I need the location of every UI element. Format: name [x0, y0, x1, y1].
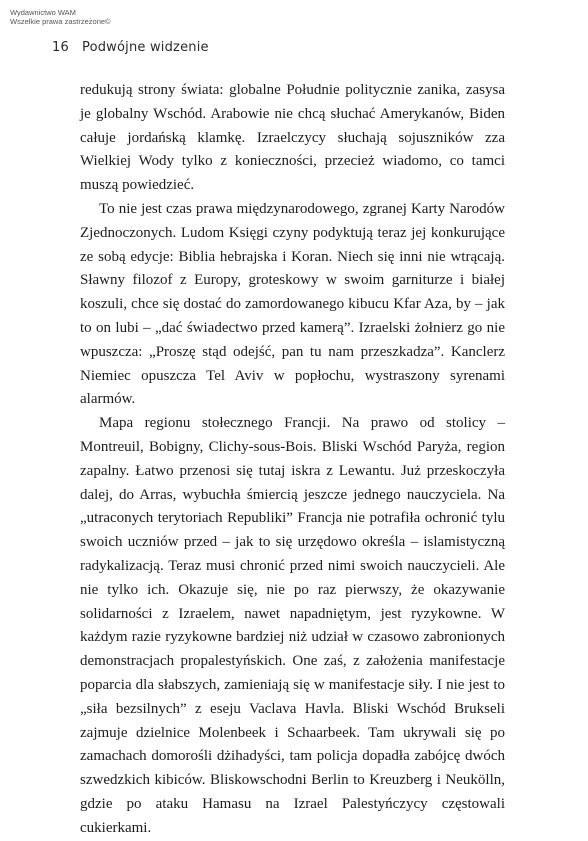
book-title: Podwójne widzenie — [82, 40, 209, 55]
body-text — [80, 79, 505, 841]
publisher-name: Wydawnictwo WAM — [10, 8, 76, 17]
page-number: 16 — [52, 40, 69, 55]
paragraph: redukują strony świata: globalne Południe politycznie zanika, zasysa je globalny Wschód. Arabowie nie chcą słuchać Amerykanów, Biden całuje jordańską klamkę. Izraelczycy słuchają sojuszników zza Wielkiej Wody tylko z konieczności, przecież wiadomo, co tamci muszą powiedzieć. — [80, 82, 505, 194]
publisher-notice — [10, 8, 111, 26]
paragraph: Mapa regionu stołecznego Francji. Na prawo od stolicy – Montreuil, Bobigny, Clichy-sous-Bois. Bliski Wschód Paryża, region zapalny. Łatwo przenosi się tutaj iskra z Lewantu. Już przeskoczyła dalej, do Arras, wybuchła śmiercią jeszcze jednego nauczyciela. Na „utraconych terytoriach Republiki” Francja nie potrafiła ochronić tylu swoich uczniów przed – jak to się urzędowo określa – islamistyczną radykalizacją. Teraz musi chronić przed nimi swoich nauczycieli. Ale nie tylko ich. Okazuje się, nie po raz pierwszy, że okazywanie solidarności z Izraelem, nawet napadniętym, jest ryzykowne. W każdym razie ryzykowne bardziej niż udział w czasowo zabronionych demonstracjach propalestyńskich. One zaś, z założenia manifestacje poparcia dla słabszych, zamieniają się w manifestacje siły. I nie jest to „siła bezsilnych” z eseju Vaclava Havla. Bliski Wschód Brukseli zajmuje dzielnice Molenbeek i Schaarbeek. Tam ukrywali się po zamachach domorośli dżihadyści, tam policja dopadła zabójcę dwóch szwedzkich kibiców. Bliskowschodni Berlin to Kreuzberg i Neukölln, gdzie po ataku Hamasu na Izrael Palestyńczycy częstowali cukierkami. — [80, 415, 505, 836]
copyright-notice: Wszelkie prawa zastrzeżone© — [10, 17, 111, 26]
running-head — [52, 40, 209, 55]
paragraph: To nie jest czas prawa międzynarodowego, zgranej Karty Narodów Zjednoczonych. Ludom Księgi czyny podyktują teraz jej konkurujące ze sobą edycje: Biblia hebrajska i Koran. Niech się inni nie wtrącają. Sławny filozof z Europy, groteskowy w swoim garniturze i białej koszuli, chce się dostać do zamordowanego kibucu Kfar Aza, by – jak to on lubi – „dać świadectwo przed kamerą”. Izraelski żołnierz go nie wpuszcza: „Proszę stąd odejść, pan tu nam przeszkadza”. Kanclerz Niemiec opuszcza Tel Aviv w popłochu, wystraszony syrenami alarmów. — [80, 200, 505, 408]
